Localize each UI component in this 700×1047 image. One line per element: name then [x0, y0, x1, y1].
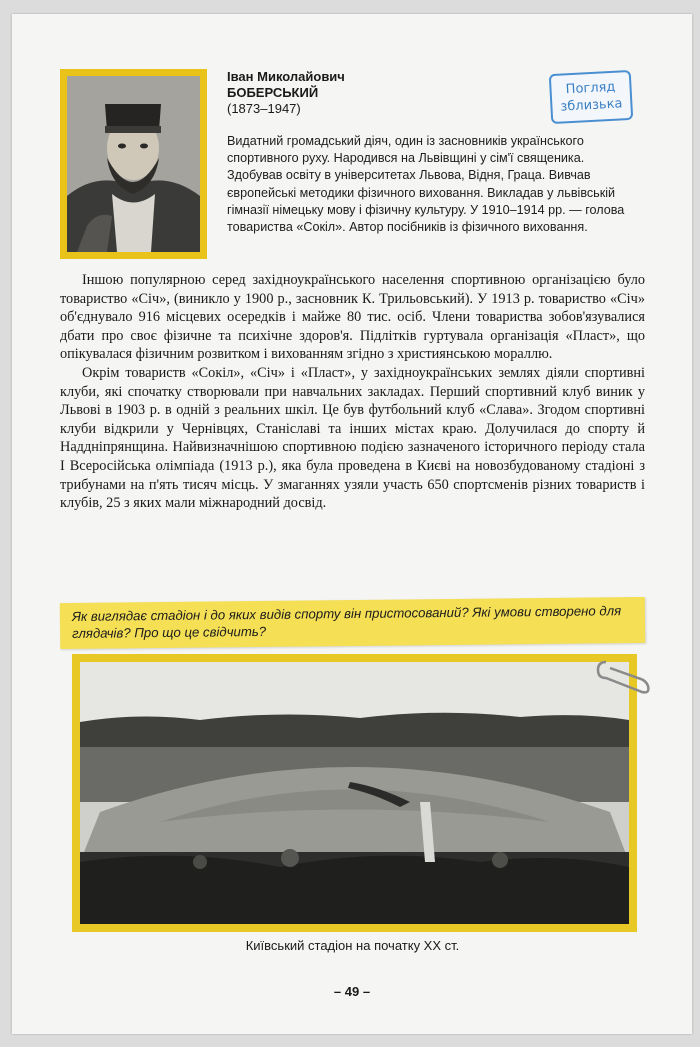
- person-surname: БОБЕРСЬКИЙ: [227, 85, 319, 100]
- stadium-image: [80, 662, 629, 924]
- person-first-names: Іван Миколайович: [227, 69, 345, 84]
- biography-text: Видатний громадський діяч, один із засновників українського спортивного руху. Народився на Львівщині у сім'ї священика. Здобував освіту в університетах Львова, Відня, Граца. Вивчав європейські методики фізичного виховання. Викладав у львівській гімназії німецьку мову і фізичну культуру. У 1910–1914 рр. — голова товариства «Сокіл». Автор посібників із фізичного виховання.: [227, 134, 625, 235]
- stamp-line-1: Погляд: [565, 79, 616, 98]
- stadium-photo: [72, 654, 637, 932]
- biography-block: [60, 69, 640, 269]
- photo-caption: Київський стадіон на початку ХХ ст.: [245, 938, 460, 953]
- stamp-line-2: зблизька: [560, 96, 623, 115]
- close-look-stamp: [549, 70, 634, 124]
- paragraph: Іншою популярною серед західноукраїнського населення спортивною організацією було товариство «Січ», (виникло у 1900 р., засновник К. Трильовський). У 1913 р. товариство «Січ» об'єднувало 916 місцевих осередків і майже 80 тис. осіб. Члени товариства зобов'язувалися дбати про своє фізичне та психічне здоров'я. Підлітків гуртувала організація «Пласт», що опікувалася фізичним розвитком і вихованням згідно з християнською мораллю.: [60, 272, 645, 363]
- main-text: [60, 271, 645, 513]
- portrait-photo: [60, 69, 207, 259]
- paragraph: Окрім товариств «Сокіл», «Січ» і «Пласт», у західноукраїнських землях діяли спортивні клуби, які спочатку створювали при навчальних закладах. Перший спортивний клуб виник у Львові в 1903 р. в одній з реальних шкіл. Це був футбольний клуб «Слава». Згодом спортивні клуби відкрили у Чернівцях, Станіславі та інших містах краю. Долучилася до спорту й Наддніпрянщина. Найвизначнішою спортивною подією зазначеного історичного періоду стала І Всеросійська олімпіада (1913 р.), яка була проведена в Києві на новозбудованому стадіоні з трибунами на п'ять тисяч місць. У змаганнях узяли участь 650 спортсменів різних товариств і клубів, 25 з яких мали міжнародний досвід.: [60, 364, 645, 512]
- person-heading: [227, 69, 487, 117]
- question-sticky-note: [60, 597, 645, 649]
- portrait-image: [67, 76, 200, 252]
- page-number: – 49 –: [333, 984, 371, 999]
- textbook-page: [12, 14, 692, 1034]
- person-years: (1873–1947): [227, 101, 301, 116]
- question-text: Як виглядає стадіон і до яких видів спорту він пристосований? Які умови створено для глядачів? Про що це свідчить?: [71, 603, 622, 641]
- paperclip-icon: [594, 654, 654, 704]
